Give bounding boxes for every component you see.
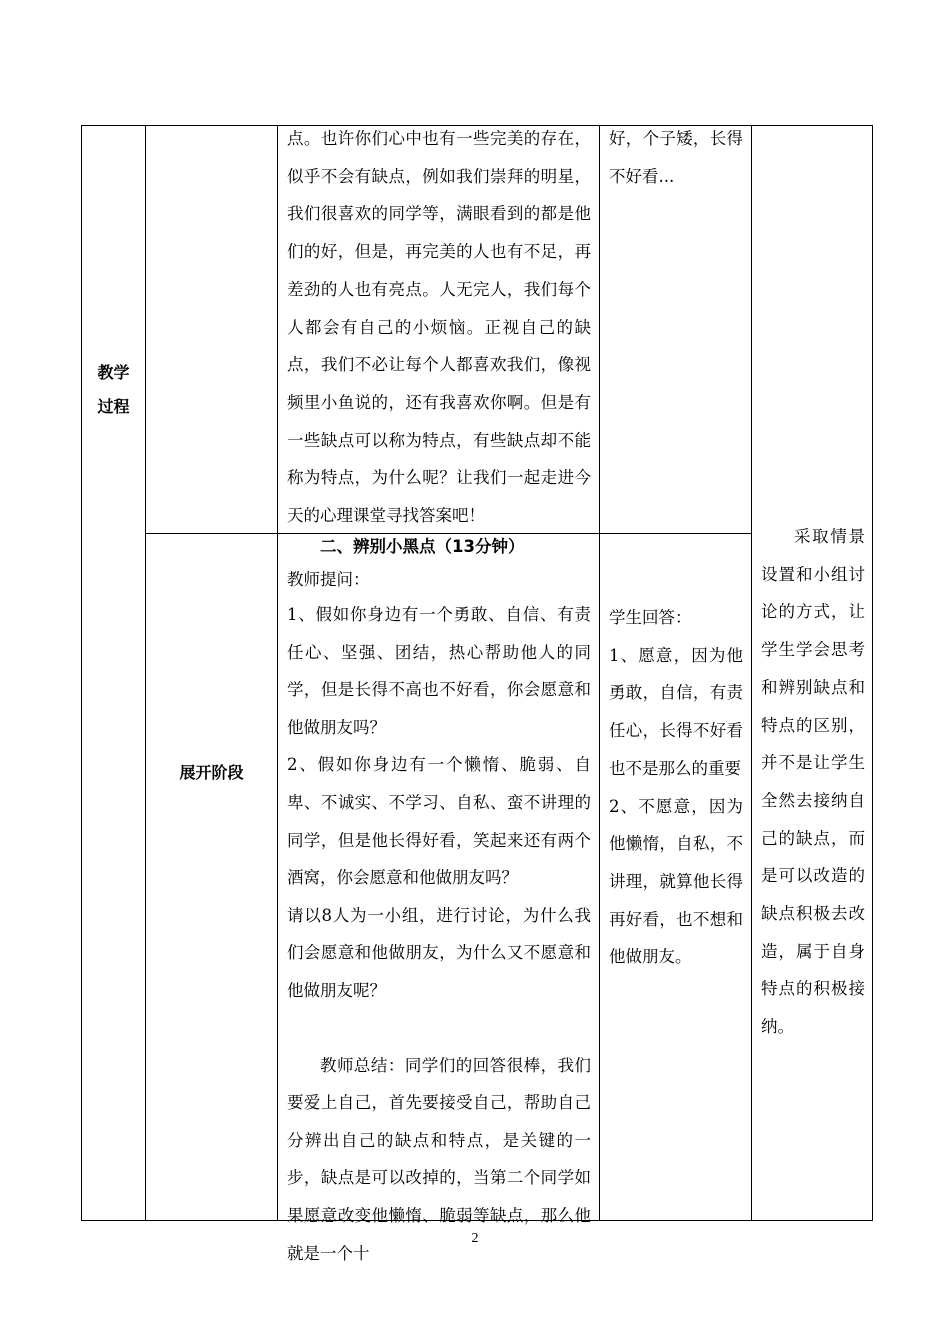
table-right-border xyxy=(872,125,873,1221)
student-answer xyxy=(609,599,743,976)
spacer xyxy=(287,1010,591,1047)
column-divider-1 xyxy=(145,125,146,1221)
teacher-prompt: 教师提问： xyxy=(287,570,370,589)
student-answer-2: 2、不愿意，因为他懒惰，自私，不讲理，就算他长得再好看，也不想和他做朋友。 xyxy=(609,796,743,967)
question-2: 2、假如你身边有一个懒惰、脆弱、自卑、不诚实、不学习、自私、蛮不讲理的同学，但是他长得好看，笑起来还有两个酒窝，你会愿意和他做朋友吗？ xyxy=(287,755,591,888)
design-intent: 采取情景设置和小组讨论的方式，让学生学会思考和辨别缺点和特点的区别，并不是让学生全然去接纳自己的缺点，而是可以改造的缺点积极去改造，属于自身特点的积极接纳。 xyxy=(761,527,865,1037)
stage-label: 展开阶段 xyxy=(179,763,244,782)
activity-heading: 二、辨别小黑点（13分钟） xyxy=(320,537,525,556)
group-task: 请以8人为一小组，进行讨论，为什么我们会愿意和他做朋友，为什么又不愿意和他做朋友呢？ xyxy=(287,905,591,1000)
student-answer-1: 1、愿意，因为他勇敢，自信，有责任心，长得不好看也不是那么的重要 xyxy=(609,645,743,778)
intro-text: 点。也许你们心中也有一些完美的存在，似乎不会有缺点，例如我们崇拜的明星，我们很喜欢的同学等，满眼看到的都是他们的好，但是，再完美的人也有不足，再差劲的人也有亮点。人无完人，我们每个人都会有自己的小烦恼。正视自己的缺点，我们不必让每个人都喜欢我们，像视频里小鱼说的，还有我喜欢你啊。但是有一些缺点可以称为特点，有些缺点却不能称为特点，为什么呢？让我们一起走进今天的心理课堂寻找答案吧！ xyxy=(287,129,591,526)
section-label xyxy=(82,356,145,424)
intro-student-text: 好，个子矮，长得不好看... xyxy=(609,129,743,186)
page-number: 2 xyxy=(471,1231,479,1246)
section-label-line2: 过程 xyxy=(97,397,130,416)
section-label-line1: 教学 xyxy=(97,363,130,382)
student-answer-heading: 学生回答： xyxy=(609,608,692,627)
column-divider-2 xyxy=(277,125,278,1221)
column-divider-4 xyxy=(751,125,752,1221)
activity-content xyxy=(287,530,591,1272)
question-1: 1、假如你身边有一个勇敢、自信、有责任心、坚强、团结，热心帮助他人的同学，但是长得不高也不好看，你会愿意和他做朋友吗？ xyxy=(287,605,591,737)
table-left-border xyxy=(81,125,82,1221)
teacher-summary: 教师总结：同学们的回答很棒，我们要爱上自己，首先要接受自己，帮助自己分辨出自己的缺点和特点，是关键的一步，缺点是可以改掉的，当第二个同学如果愿意改变他懒惰、脆弱等缺点，那么他就是一个十 xyxy=(287,1055,591,1263)
column-divider-3 xyxy=(599,125,600,1221)
